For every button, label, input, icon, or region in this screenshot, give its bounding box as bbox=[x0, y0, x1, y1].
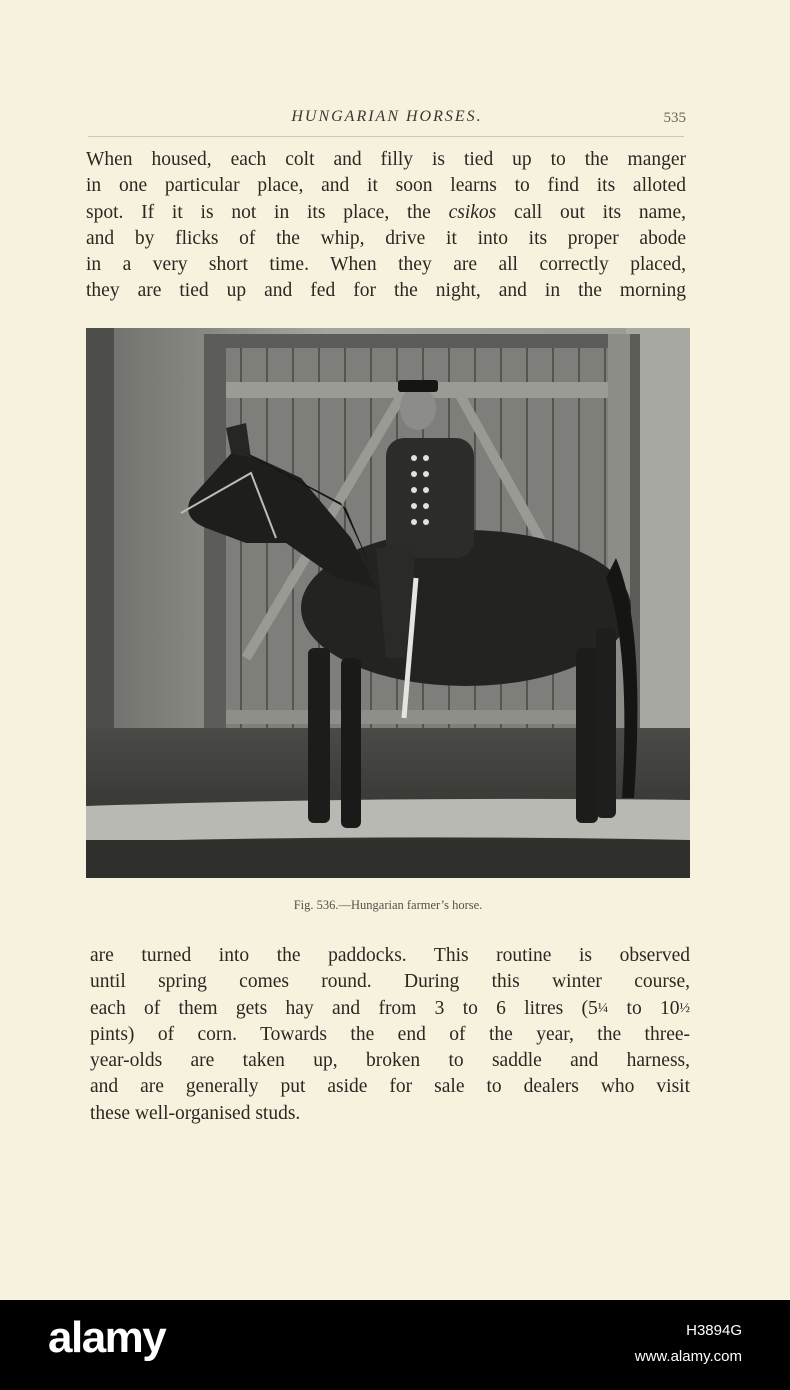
text-run: spot. If it is not in its place, the bbox=[86, 201, 449, 223]
running-head bbox=[88, 108, 686, 130]
text-line bbox=[90, 996, 690, 1022]
stock-url: www.alamy.com bbox=[634, 1348, 742, 1365]
text-run: to 10 bbox=[608, 997, 680, 1019]
text-line: they are tied up and fed for the night, and in the morning bbox=[86, 280, 686, 302]
paragraph-top bbox=[86, 147, 686, 305]
fraction-quarter: ¼ bbox=[597, 1000, 609, 1016]
page-number: 535 bbox=[663, 110, 686, 126]
text-line bbox=[86, 200, 686, 226]
text-line: and by flicks of the whip, drive it into its proper abode bbox=[86, 227, 686, 249]
image-id: H3894G bbox=[686, 1322, 742, 1339]
text-line: in one particular place, and it soon learns to find its alloted bbox=[86, 175, 686, 197]
header-rule bbox=[88, 136, 684, 137]
fraction-half: ½ bbox=[679, 1000, 690, 1016]
text-line: until spring comes round. During this winter course, bbox=[90, 971, 690, 993]
text-run: each of them gets hay and from 3 to 6 litres (5 bbox=[90, 997, 598, 1019]
text-line: When housed, each colt and filly is tied up to the manger bbox=[86, 149, 686, 170]
photo-illustration bbox=[86, 328, 690, 878]
text-line: in a very short time. When they are all correctly placed, bbox=[86, 254, 686, 276]
text-line: pints) of corn. Towards the end of the year, the three- bbox=[90, 1023, 690, 1045]
italic-term: csikos bbox=[448, 201, 497, 223]
text-line: year-olds are taken up, broken to saddle and harness, bbox=[90, 1050, 690, 1072]
stock-logo: alamy bbox=[48, 1313, 166, 1362]
text-line: are turned into the paddocks. This routine is observed bbox=[90, 945, 690, 966]
text-run: call out its name, bbox=[496, 201, 686, 223]
horse-photograph bbox=[86, 328, 690, 878]
paragraph-bottom bbox=[90, 943, 690, 1127]
running-title: HUNGARIAN HORSES. bbox=[291, 108, 483, 125]
text-line: and are generally put aside for sale to dealers who visit bbox=[90, 1076, 690, 1098]
text-line: these well-organised studs. bbox=[90, 1102, 301, 1124]
figure-caption: Fig. 536.—Hungarian farmer’s horse. bbox=[293, 898, 483, 912]
